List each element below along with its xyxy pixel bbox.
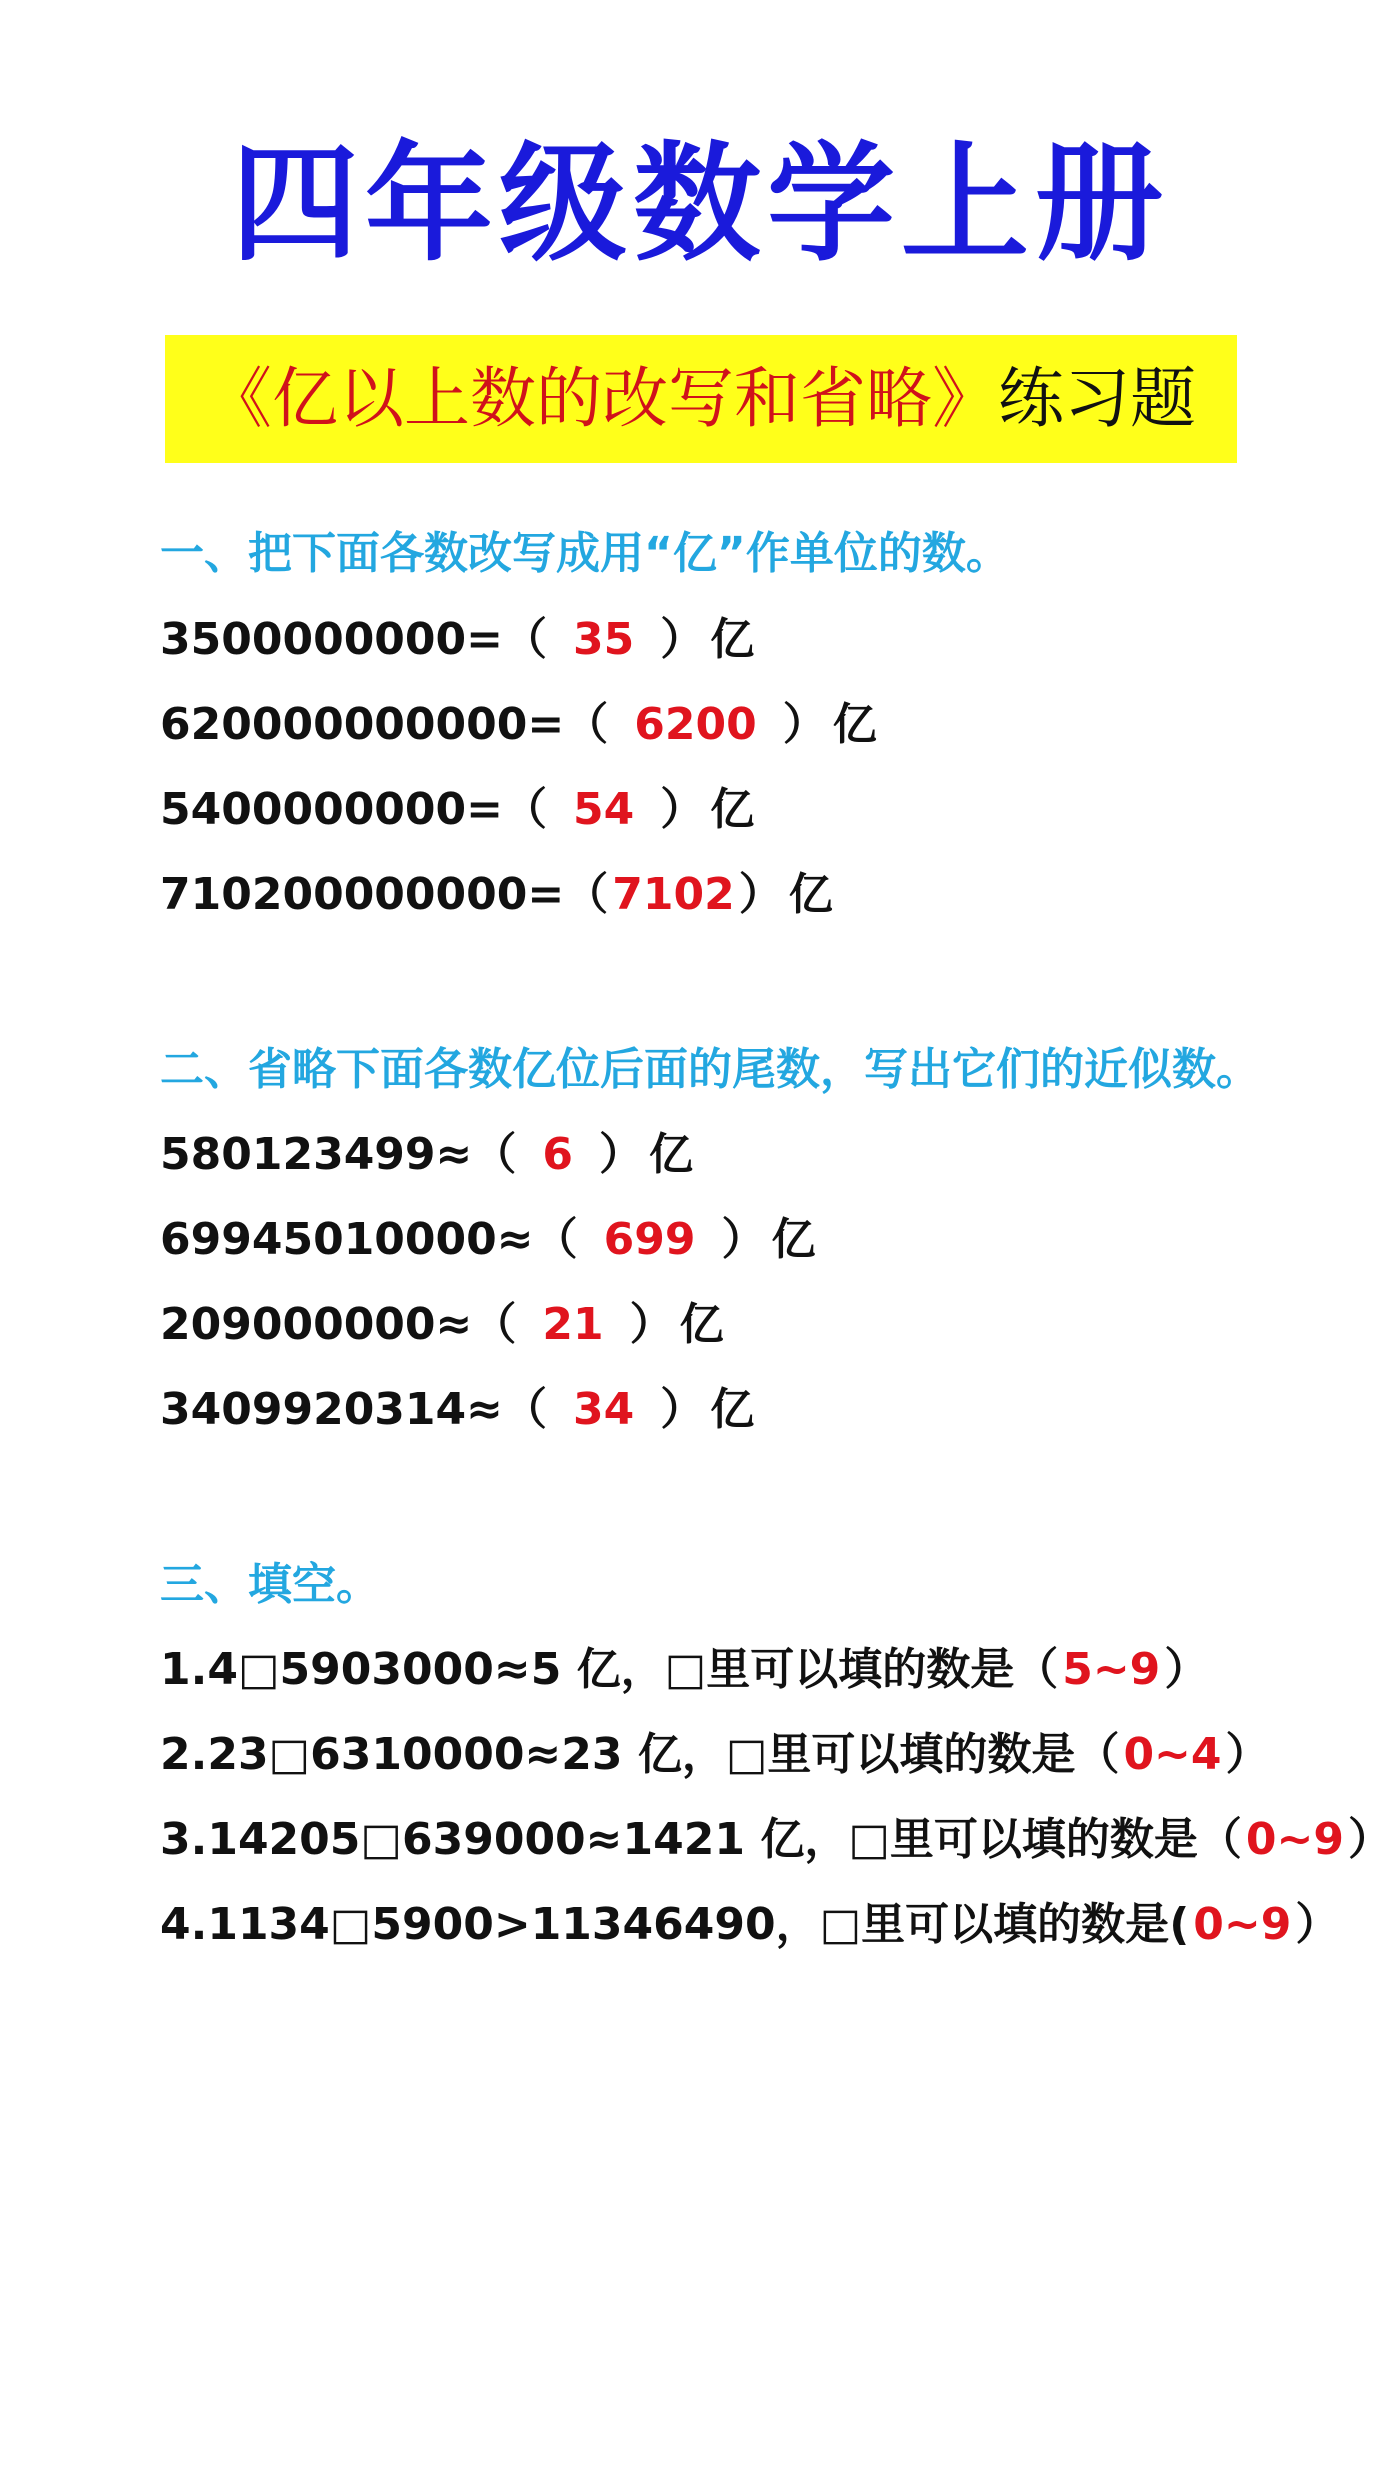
row-expression: 3500000000=: [160, 614, 504, 665]
close-paren: ）: [599, 1129, 644, 1180]
close-paren: ）: [738, 869, 783, 920]
row-expression: 69945010000≈: [160, 1214, 534, 1265]
open-paren: （: [564, 869, 609, 920]
row-expression: 5400000000=: [160, 784, 504, 835]
close-paren: ）: [721, 1214, 766, 1265]
answer-value: 6200: [634, 699, 757, 750]
open-paren: (: [1169, 1899, 1190, 1950]
unit-label: 亿: [788, 869, 833, 920]
page-title: 四年级数学上册: [230, 130, 1169, 279]
unit-label: 亿: [771, 1214, 816, 1265]
open-paren: （: [503, 784, 548, 835]
section-1-row-1: [160, 610, 754, 670]
section-3-row-4: [160, 1895, 1339, 1955]
row-expression: 620000000000=: [160, 699, 565, 750]
section-2-row-1: [160, 1125, 693, 1185]
unit-label: 亿: [679, 1299, 724, 1350]
answer-value: 5~9: [1062, 1644, 1161, 1695]
close-paren: ）: [629, 1299, 674, 1350]
section-2-heading: 二、省略下面各数亿位后面的尾数，写出它们的近似数。: [160, 1044, 1260, 1095]
answer-value: 0~9: [1193, 1899, 1292, 1950]
open-paren: （: [503, 614, 548, 665]
section-3-row-3: [160, 1810, 1392, 1870]
row-expression: 580123499≈: [160, 1129, 473, 1180]
row-expression: 1.4□5903000≈5 亿，□里可以填的数是: [160, 1644, 1015, 1695]
unit-label: 亿: [710, 784, 755, 835]
row-expression: 3.14205□639000≈1421 亿，□里可以填的数是: [160, 1814, 1198, 1865]
section-3-row-2: [160, 1725, 1270, 1785]
subtitle-tail: 练习题: [998, 360, 1196, 437]
open-paren: （: [533, 1214, 578, 1265]
answer-value: 21: [542, 1299, 604, 1350]
answer-value: 0~4: [1123, 1729, 1222, 1780]
open-paren: （: [472, 1299, 517, 1350]
section-1-row-3: [160, 780, 754, 840]
unit-label: 亿: [710, 614, 755, 665]
row-expression: 2.23□6310000≈23 亿，□里可以填的数是: [160, 1729, 1076, 1780]
open-paren: （: [564, 699, 609, 750]
answer-value: 54: [573, 784, 635, 835]
close-paren: ）: [1295, 1899, 1340, 1950]
answer-value: 35: [573, 614, 635, 665]
unit-label: 亿: [832, 699, 877, 750]
answer-value: 7102: [612, 869, 735, 920]
answer-value: 699: [603, 1214, 696, 1265]
row-expression: 710200000000=: [160, 869, 565, 920]
close-paren: ）: [660, 784, 705, 835]
unit-label: 亿: [649, 1129, 694, 1180]
row-expression: 4.1134□5900>11346490，□里可以填的数是: [160, 1899, 1170, 1950]
section-2-row-2: [160, 1210, 816, 1270]
close-paren: ）: [660, 1384, 705, 1435]
section-1-heading: 一、把下面各数改写成用“亿”作单位的数。: [160, 528, 1010, 579]
close-paren: ）: [1348, 1814, 1392, 1865]
answer-value: 6: [542, 1129, 574, 1180]
section-2-row-3: [160, 1295, 724, 1355]
open-paren: （: [1197, 1814, 1242, 1865]
section-1-row-2: [160, 695, 877, 755]
answer-value: 34: [573, 1384, 635, 1435]
open-paren: （: [472, 1129, 517, 1180]
section-3-row-1: [160, 1640, 1208, 1700]
answer-value: 0~9: [1245, 1814, 1344, 1865]
open-paren: （: [1014, 1644, 1059, 1695]
section-2-row-4: [160, 1380, 754, 1440]
row-expression: 209000000≈: [160, 1299, 473, 1350]
section-3-heading: 三、填空。: [160, 1559, 380, 1610]
close-paren: ）: [782, 699, 827, 750]
unit-label: 亿: [710, 1384, 755, 1435]
row-expression: 3409920314≈: [160, 1384, 504, 1435]
close-paren: ）: [1225, 1729, 1270, 1780]
close-paren: ）: [660, 614, 705, 665]
subtitle-banner: [165, 335, 1237, 463]
close-paren: ）: [1164, 1644, 1209, 1695]
subtitle-main: 《亿以上数的改写和省略》: [206, 360, 998, 437]
open-paren: （: [503, 1384, 548, 1435]
open-paren: （: [1075, 1729, 1120, 1780]
section-1-row-4: [160, 865, 833, 925]
